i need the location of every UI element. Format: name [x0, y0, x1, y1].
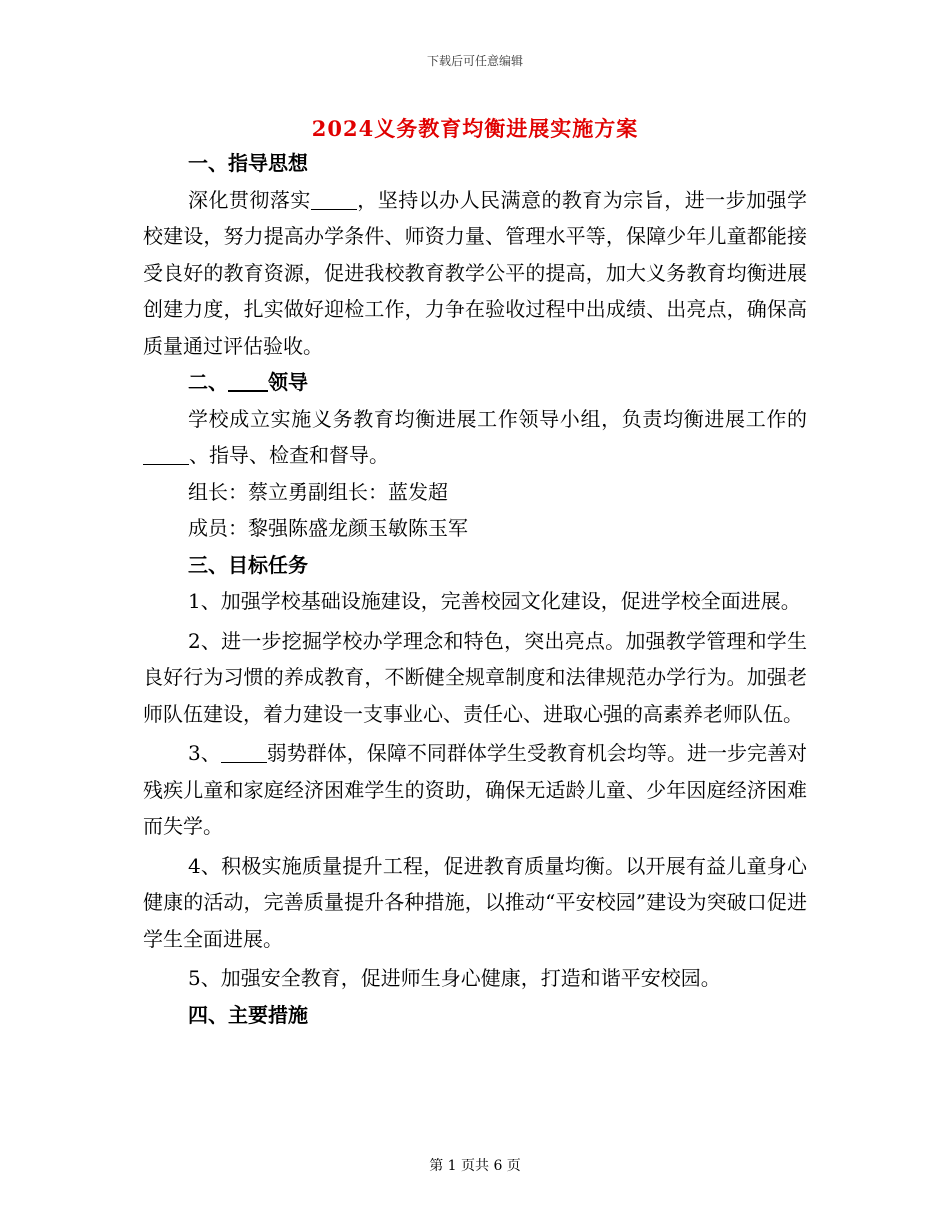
- text-segment: 、指导、检查和督导。: [189, 443, 389, 467]
- fill-blank: [311, 189, 357, 210]
- task-item-2: 2、进一步挖掘学校办学理念和特色，突出亮点。加强教学管理和学生良好行为习惯的养成教育，不断健全规章制度和法律规范办学行为。加强老师队伍建设，着力建设一支事业心、责任心、进取心强的高素养老师队伍。: [143, 628, 807, 726]
- leader-line: 组长：蔡立勇副组长：蓝发超: [188, 479, 448, 504]
- document-body: [143, 145, 807, 1033]
- section-heading-3: 三、目标任务: [188, 552, 308, 577]
- header-note: 下载后可任意编辑: [426, 54, 523, 68]
- section-heading-4: 四、主要措施: [188, 1002, 308, 1027]
- task-item-1: 1、加强学校基础设施建设，完善校园文化建设，促进学校全面进展。: [188, 589, 801, 613]
- text-segment: 弱势群体，保障不同群体学生受教育机会均等。进一步完善对残疾儿童和家庭经济困难学生的资助，确保无适龄儿童、少年因庭经济困难而失学。: [143, 741, 807, 838]
- heading-segment: 二、: [188, 370, 228, 394]
- fill-blank: [228, 370, 268, 392]
- task-item-5: 5、加强安全教育，促进师生身心健康，打造和谐平安校园。: [188, 966, 721, 990]
- task-item-3: [143, 735, 807, 845]
- text-segment: ，坚持以办人民满意的教育为宗旨，进一步加强学校建设，努力提高办学条件、师资力量、管理水平等，保障少年儿童都能接受良好的教育资源，促进我校教育教学公平的提高，加大义务教育均衡进展创建力度，扎实做好迎检工作，力争在验收过程中出成绩、出亮点，确保高质量通过评估验收。: [143, 187, 808, 358]
- task-item-4: 4、积极实施质量提升工程，促进教育质量均衡。以开展有益儿童身心健康的活动，完善质量提升各种措施，以推动“平安校园”建设为突破口促进学生全面进展。: [143, 853, 807, 951]
- document-title: 2024义务教育均衡进展实施方案: [311, 116, 639, 141]
- paragraph-guiding: [143, 182, 807, 365]
- heading-segment: 领导: [268, 370, 308, 394]
- members-line: 成员：黎强陈盛龙颜玉敏陈玉军: [188, 516, 468, 540]
- section-heading-1: 一、指导思想: [188, 151, 308, 175]
- page-footer: 第 1 页共 6 页: [429, 1158, 521, 1174]
- text-segment: 学校成立实施义务教育均衡进展工作领导小组，负责均衡进展工作的: [188, 406, 807, 431]
- text-segment: 3、: [188, 741, 221, 765]
- text-segment: 深化贯彻落实: [188, 187, 311, 212]
- fill-blank: [143, 444, 189, 465]
- paragraph-leadership: [143, 401, 807, 474]
- section-heading-2: [143, 364, 807, 401]
- fill-blank: [221, 742, 267, 763]
